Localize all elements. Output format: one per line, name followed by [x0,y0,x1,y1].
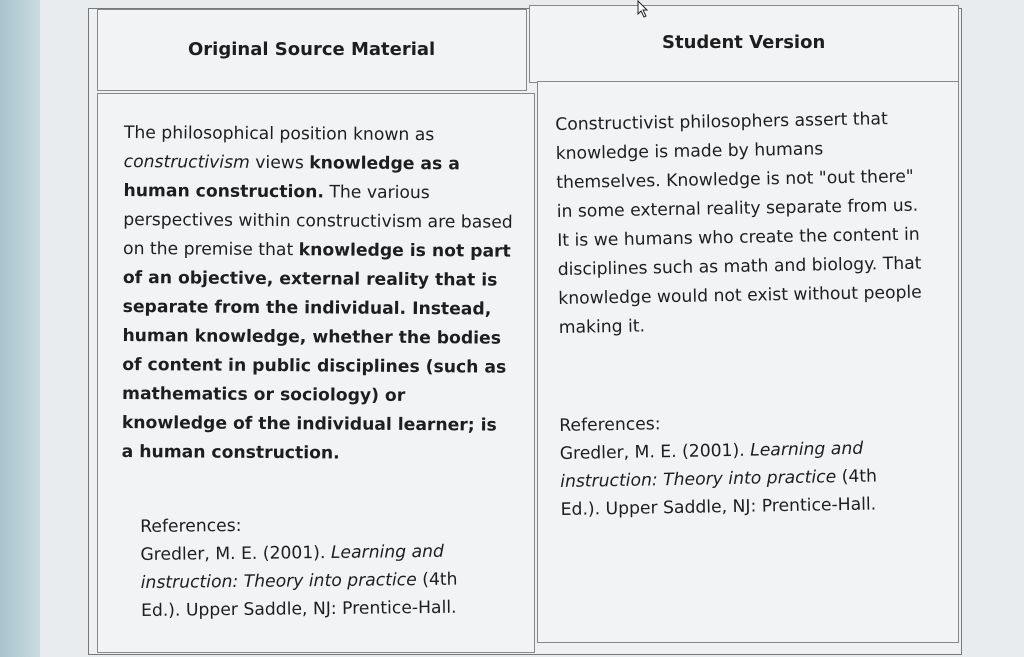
original-paragraph [122,119,516,470]
original-text-segment: The various perspectives within constructivism are based on the premise that [123,182,513,261]
header-original: Original Source Material [188,39,436,60]
mouse-pointer-icon [636,0,650,18]
student-references [559,406,911,524]
original-text-segment: knowledge is not part of an objective, external reality that is separate from the individual. Instead, human knowledge, whether the bodies of content in public disciplines (such as mathematics or sociology) or knowledge of the individual learner; is a human construction. [121,240,511,464]
original-text-segment: constructivism [123,151,250,173]
original-text-segment: views [249,152,310,174]
student-paragraph [555,105,931,343]
student-paragraph-text: Constructivist philosophers assert that knowledge is made by humans themselves. Knowledge is not "out there" in some external reality separate from us. It is we humans who create the content in disciplines such as math and biology. That knowledge would not exist without people making it. [555,109,922,338]
original-text-segment: knowledge as a human construction. [123,153,460,203]
original-references-label: References: [140,515,242,537]
student-reference-entry: Gredler, M. E. (2001). Learning and instruction: Theory into practice (4th Ed.). Upper Saddle, NJ: Prentice-Hall. [559,438,878,520]
original-text-segment: The philosophical position known as [123,122,435,146]
student-references-label: References: [559,414,661,436]
header-student: Student Version [662,32,826,53]
original-references [140,509,501,625]
original-reference-entry: Gredler, M. E. (2001). Learning and instruction: Theory into practice (4th Ed.). Upper Saddle, NJ: Prentice-Hall. [140,541,458,621]
